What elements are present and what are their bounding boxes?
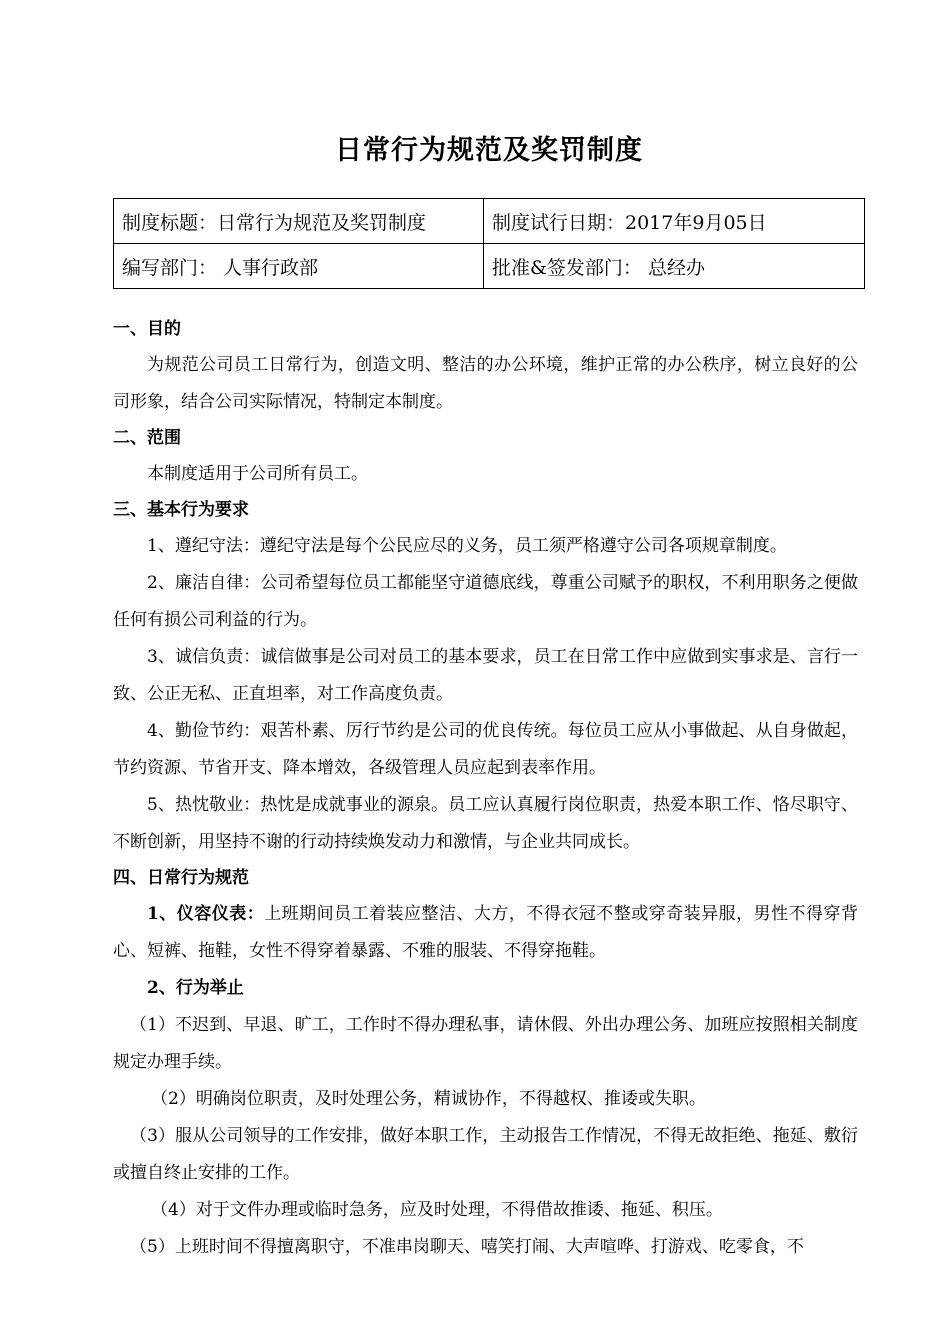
list-item: （1）不迟到、早退、旷工，工作时不得办理私事，请休假、外出办理公务、加班应按照相关制度规定办理手续。	[113, 1015, 858, 1072]
list-item: （4）对于文件办理或临时急务，应及时处理，不得借故推诿、拖延、积压。	[151, 1200, 723, 1220]
list-item: 4、勤俭节约：艰苦朴素、厉行节约是公司的优良传统。每位员工应从小事做起、从自身做起，节约资源、节省开支、降本增效，各级管理人员应起到表率作用。	[113, 721, 858, 778]
list-item: 3、诚信负责：诚信做事是公司对员工的基本要求，员工在日常工作中应做到实事求是、言行一致、公正无私、正直坦率，对工作高度负责。	[113, 647, 858, 704]
section-heading: 二、范围	[113, 428, 181, 448]
table-row	[114, 199, 865, 244]
author-dept-cell: 编写部门： 人事行政部	[114, 244, 484, 289]
section-heading: 一、目的	[113, 319, 181, 339]
subsection-heading: 2、行为举止	[147, 978, 244, 998]
approval-dept-cell: 批准&签发部门： 总经办	[484, 244, 865, 289]
page-title: 日常行为规范及奖罚制度	[335, 135, 643, 166]
trial-date-cell: 制度试行日期：2017年9月05日	[484, 199, 865, 244]
appearance-text: 上班期间员工着装应整洁、大方，不得衣冠不整或穿奇装异服，男性不得穿背心、短裤、拖鞋，女性不得穿着暴露、不雅的服装、不得穿拖鞋。	[113, 904, 858, 961]
list-item: 5、热忱敬业：热忱是成就事业的源泉。员工应认真履行岗位职责，热爱本职工作、恪尽职守、不断创新，用坚持不谢的行动持续焕发动力和激情，与企业共同成长。	[113, 795, 858, 852]
list-item: 1、遵纪守法：遵纪守法是每个公民应尽的义务，员工须严格遵守公司各项规章制度。	[147, 536, 787, 556]
table-row	[114, 244, 865, 289]
list-item: （5）上班时间不得擅离职守，不准串岗聊天、嘻笑打闹、大声喧哗、打游戏、吃零食，不	[130, 1237, 804, 1257]
section-heading: 三、基本行为要求	[113, 500, 249, 520]
list-item: 2、廉洁自律：公司希望每位员工都能坚守道德底线，尊重公司赋予的职权，不利用职务之便做任何有损公司利益的行为。	[113, 573, 858, 630]
list-item: （3）服从公司领导的工作安排，做好本职工作，主动报告工作情况，不得无故拒绝、拖延、敷衍或擅自终止安排的工作。	[113, 1126, 858, 1183]
paragraph: 为规范公司员工日常行为，创造文明、整洁的办公环境，维护正常的办公秩序，树立良好的公司形象，结合公司实际情况，特制定本制度。	[113, 355, 858, 412]
paragraph: 本制度适用于公司所有员工。	[147, 464, 368, 484]
appearance-label: 1、仪容仪表：	[147, 904, 265, 924]
list-item: （2）明确岗位职责，及时处理公务，精诚协作，不得越权、推诿或失职。	[151, 1089, 706, 1109]
policy-info-table	[113, 198, 865, 289]
list-item	[113, 896, 858, 970]
section-heading: 四、日常行为规范	[113, 868, 249, 888]
document-body	[113, 312, 858, 1266]
policy-title-cell: 制度标题：日常行为规范及奖罚制度	[114, 199, 484, 244]
